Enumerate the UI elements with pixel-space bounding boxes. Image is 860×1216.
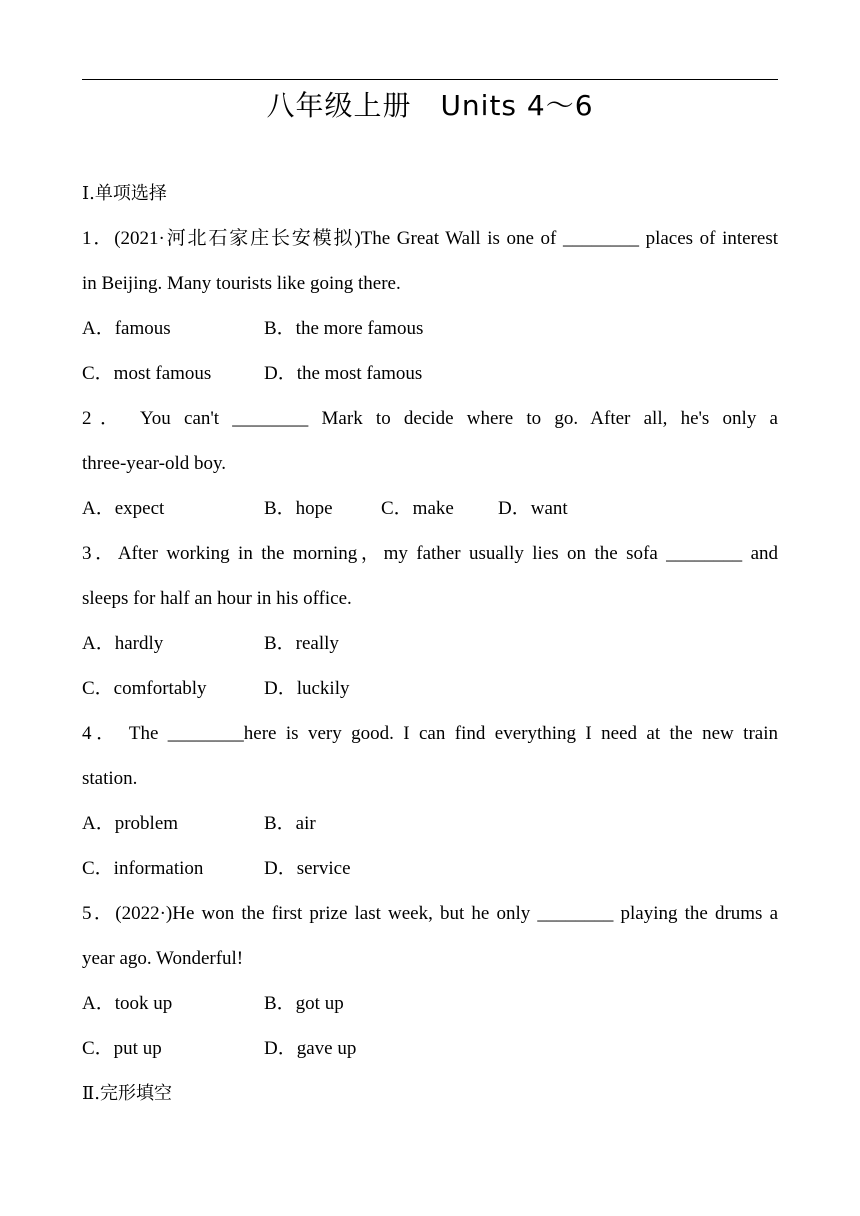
question-5-line-2: year ago. Wonderful! bbox=[82, 948, 244, 969]
option-b: B．really bbox=[264, 633, 339, 654]
option-d: D．gave up bbox=[264, 1038, 357, 1059]
option-b: B．the more famous bbox=[264, 318, 424, 339]
option-b: B．air bbox=[264, 813, 316, 834]
question-2-line-2: three-year-old boy. bbox=[82, 453, 226, 474]
option-a: A．expect bbox=[82, 498, 165, 519]
question-1-options-row-1 bbox=[82, 306, 778, 351]
question-4-options-row-1 bbox=[82, 801, 778, 846]
question-5-options-row-2 bbox=[82, 1026, 778, 1071]
document-body bbox=[82, 171, 778, 1116]
option-c: C．information bbox=[82, 858, 204, 879]
option-c: C．put up bbox=[82, 1038, 162, 1059]
option-a: A．hardly bbox=[82, 633, 164, 654]
question-1-line-2: in Beijing. Many tourists like going there. bbox=[82, 273, 401, 294]
question-2-line-1: 2． You can't ________ Mark to decide where to go. After all, he's only a bbox=[82, 408, 778, 429]
option-c: C．comfortably bbox=[82, 678, 207, 699]
section-heading-cloze: Ⅱ.完形填空 bbox=[82, 1083, 172, 1104]
option-d: D．service bbox=[264, 858, 351, 879]
question-3-line-2: sleeps for half an hour in his office. bbox=[82, 588, 352, 609]
option-d: D．luckily bbox=[264, 678, 350, 699]
question-1-options-row-2 bbox=[82, 351, 778, 396]
question-2-options-row bbox=[82, 486, 778, 531]
question-1-line-1: 1．(2021·河北石家庄长安模拟)The Great Wall is one of ________ places of interest bbox=[82, 228, 778, 249]
question-3-options-row-1 bbox=[82, 621, 778, 666]
option-d: D．want bbox=[498, 498, 568, 519]
header-rule bbox=[82, 79, 778, 80]
option-a: A．problem bbox=[82, 813, 179, 834]
option-a: A．famous bbox=[82, 318, 171, 339]
question-5-options-row-1 bbox=[82, 981, 778, 1026]
option-a: A．took up bbox=[82, 993, 173, 1014]
question-4-line-2: station. bbox=[82, 768, 138, 789]
question-3-line-1: 3．After working in the morning，my father usually lies on the sofa ________ and bbox=[82, 543, 778, 564]
option-b: B．got up bbox=[264, 993, 344, 1014]
option-c: C．most famous bbox=[82, 363, 212, 384]
question-5-line-1: 5．(2022·)He won the first prize last week, but he only ________ playing the drums a bbox=[82, 903, 778, 924]
page-title: 八年级上册 Units 4～6 bbox=[266, 89, 594, 122]
question-4-options-row-2 bbox=[82, 846, 778, 891]
option-b: B．hope bbox=[264, 498, 333, 519]
option-c: C．make bbox=[381, 498, 454, 519]
section-heading-single-choice: Ⅰ.单项选择 bbox=[82, 183, 167, 204]
question-4-line-1: 4． The ________here is very good. I can find everything I need at the new train bbox=[82, 723, 778, 744]
option-d: D．the most famous bbox=[264, 363, 423, 384]
question-3-options-row-2 bbox=[82, 666, 778, 711]
